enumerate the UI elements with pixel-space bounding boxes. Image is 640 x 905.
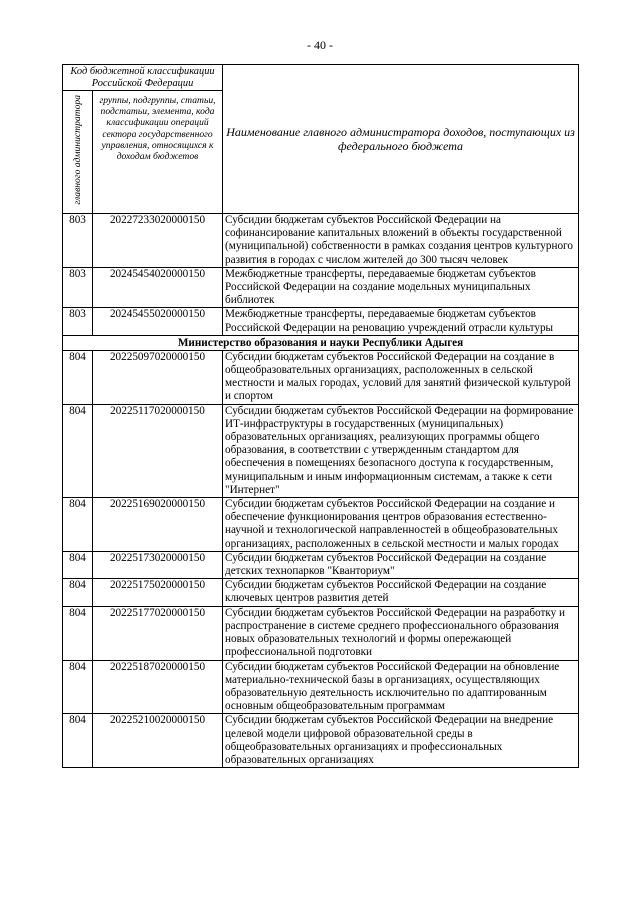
name-column-header: Наименование главного администратора доходов, поступающих из федерального бюджета bbox=[223, 65, 579, 214]
budget-code-cell: 20225210020000150 bbox=[93, 714, 223, 768]
admin-code-cell: 804 bbox=[63, 350, 93, 404]
table-row bbox=[63, 308, 579, 335]
admin-code-cell: 804 bbox=[63, 579, 93, 606]
budget-code-cell: 20225097020000150 bbox=[93, 350, 223, 404]
admin-code-cell: 803 bbox=[63, 308, 93, 335]
admin-column-header bbox=[63, 91, 93, 214]
admin-code-cell: 804 bbox=[63, 714, 93, 768]
budget-code-cell: 20225173020000150 bbox=[93, 551, 223, 578]
table-row bbox=[63, 214, 579, 268]
revenue-name-cell: Субсидии бюджетам субъектов Российской Федерации на создание ключевых центров развития детей bbox=[223, 579, 579, 606]
code-group-header: Код бюджетной классификации Российской Федерации bbox=[63, 65, 223, 91]
table-row bbox=[63, 404, 579, 497]
revenue-name-cell: Субсидии бюджетам субъектов Российской Федерации на софинансирование капитальных вложений в объекты государственной (муниципальной) собственности в рамках создания центров культурного развития в городах с числом жителей до 300 тысяч человек bbox=[223, 214, 579, 268]
revenue-name-cell: Субсидии бюджетам субъектов Российской Федерации на обновление материально-технической базы в организациях, осуществляющих образовательную деятельность исключительно по адаптированным основным общеобразовательным программам bbox=[223, 660, 579, 714]
budget-code-cell: 20245454020000150 bbox=[93, 267, 223, 308]
revenue-name-cell: Межбюджетные трансферты, передаваемые бюджетам субъектов Российской Федерации на создание модельных муниципальных библиотек bbox=[223, 267, 579, 308]
budget-code-cell: 20225175020000150 bbox=[93, 579, 223, 606]
revenue-name-cell: Субсидии бюджетам субъектов Российской Федерации на разработку и распространение в системе среднего профессионального образования новых образовательных технологий и формы опережающей профессиональной подготовки bbox=[223, 606, 579, 660]
budget-code-cell: 20245455020000150 bbox=[93, 308, 223, 335]
budget-code-cell: 20225169020000150 bbox=[93, 498, 223, 552]
rows-before-section bbox=[63, 214, 579, 336]
rows-after-section bbox=[63, 350, 579, 767]
admin-code-cell: 804 bbox=[63, 404, 93, 497]
revenue-name-cell: Субсидии бюджетам субъектов Российской Федерации на создание в общеобразовательных организациях, расположенных в сельской местности и малых городах, условий для занятий физической культурой и спортом bbox=[223, 350, 579, 404]
revenue-table bbox=[62, 64, 579, 768]
group-column-header: группы, подгруппы, статьи, подстатьи, элемента, кода классификации операций сектора государственного управления, относящихся к доходам бюджетов bbox=[93, 91, 223, 214]
revenue-name-cell: Субсидии бюджетам субъектов Российской Федерации на формирование ИТ-инфраструктуры в государственных (муниципальных) образовательных организациях, реализующих программы общего образования, в соответствии с утвержденным стандартом для обеспечения в помещениях безопасного доступа к государственным, муниципальным и иным информационным системам, а также к сети "Интернет" bbox=[223, 404, 579, 497]
revenue-name-cell: Субсидии бюджетам субъектов Российской Федерации на создание и обеспечение функционирования центров образования естественно-научной и технологической направленностей в общеобразовательных организациях, расположенных в сельской местности и малых городах bbox=[223, 498, 579, 552]
table-row bbox=[63, 606, 579, 660]
section-title: Министерство образования и науки Республики Адыгея bbox=[63, 335, 579, 350]
table-row bbox=[63, 714, 579, 768]
budget-code-cell: 20225117020000150 bbox=[93, 404, 223, 497]
admin-code-cell: 803 bbox=[63, 214, 93, 268]
table-row bbox=[63, 551, 579, 578]
section-row bbox=[63, 335, 579, 350]
table-row bbox=[63, 660, 579, 714]
page-number: - 40 - bbox=[307, 38, 333, 52]
revenue-name-cell: Субсидии бюджетам субъектов Российской Федерации на внедрение целевой модели цифровой образовательной среды в общеобразовательных организациях и профессиональных образовательных организациях bbox=[223, 714, 579, 768]
admin-code-cell: 804 bbox=[63, 551, 93, 578]
table-row bbox=[63, 579, 579, 606]
table-row bbox=[63, 350, 579, 404]
admin-column-label: главного администратора bbox=[72, 95, 83, 205]
budget-code-cell: 20225187020000150 bbox=[93, 660, 223, 714]
header-row-top bbox=[63, 65, 579, 91]
admin-code-cell: 804 bbox=[63, 498, 93, 552]
admin-code-cell: 804 bbox=[63, 660, 93, 714]
admin-code-cell: 803 bbox=[63, 267, 93, 308]
budget-code-cell: 20225177020000150 bbox=[93, 606, 223, 660]
table-row bbox=[63, 267, 579, 308]
revenue-name-cell: Межбюджетные трансферты, передаваемые бюджетам субъектов Российской Федерации на реновацию учреждений отрасли культуры bbox=[223, 308, 579, 335]
table-row bbox=[63, 498, 579, 552]
revenue-name-cell: Субсидии бюджетам субъектов Российской Федерации на создание детских технопарков "Кванториум" bbox=[223, 551, 579, 578]
budget-code-cell: 20227233020000150 bbox=[93, 214, 223, 268]
admin-code-cell: 804 bbox=[63, 606, 93, 660]
